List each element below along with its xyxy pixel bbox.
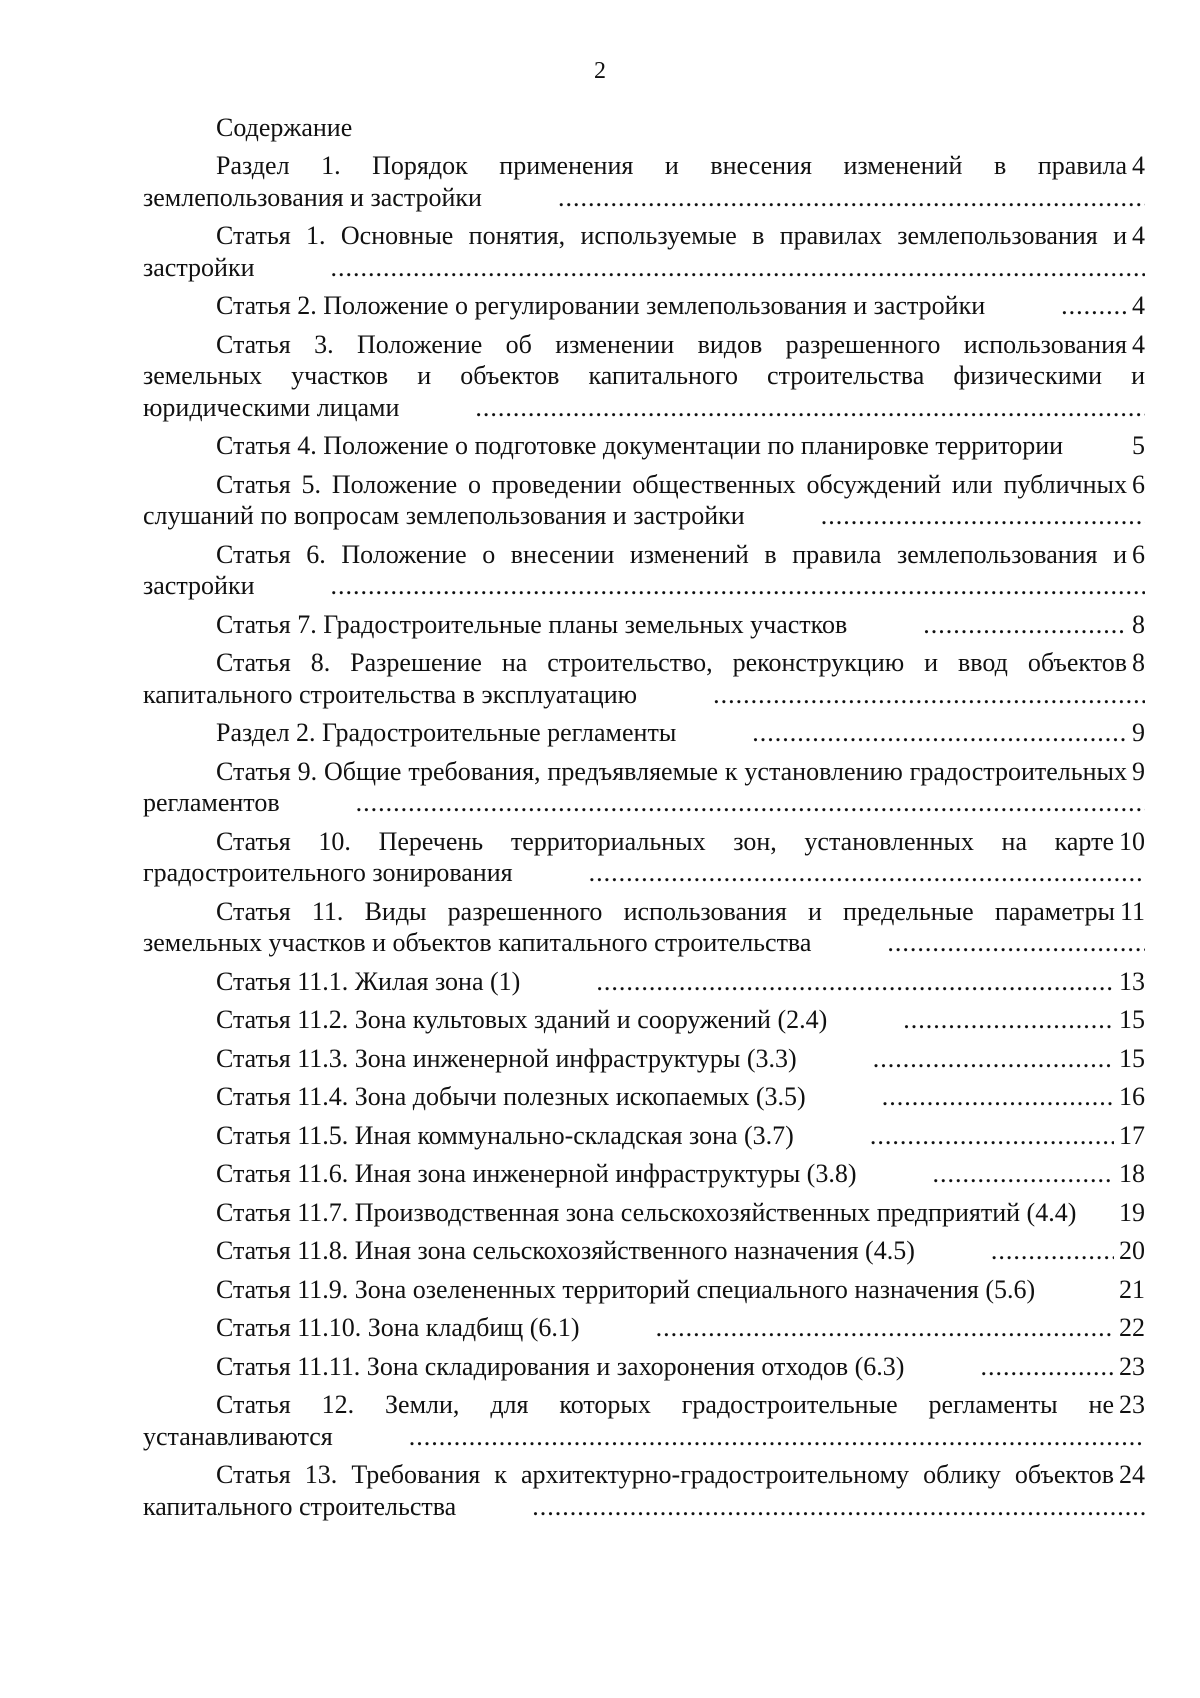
toc-entry[interactable] <box>143 329 1145 424</box>
toc-entry[interactable] <box>143 539 1145 602</box>
toc-entry-text: Статья 9. Общие требования, предъявляемые к установлению градостроительных регламентов ..... <box>143 757 1127 818</box>
toc-entry-page: 23 <box>1114 1389 1145 1421</box>
toc-entry[interactable] <box>143 966 1145 998</box>
toc-entry-text: Статья 11.4. Зона добычи полезных ископаемых (3.5) ..... <box>216 1082 809 1111</box>
toc-entry[interactable] <box>143 1004 1145 1036</box>
toc-entry-page: 8 <box>1127 609 1145 641</box>
toc-entry-page: 19 <box>1114 1197 1145 1229</box>
toc-title: Содержание <box>216 113 353 142</box>
page-number: 2 <box>594 58 606 84</box>
toc-entry-text: Статья 11.9. Зона озелененных территорий специального назначения (5.6) <box>216 1275 1038 1304</box>
toc-entry-page: 21 <box>1119 1274 1145 1304</box>
toc-entry-page: 8 <box>1127 647 1145 679</box>
toc-entry-page: 23 <box>1114 1351 1145 1383</box>
toc-list <box>143 150 1145 1522</box>
toc-entry-page: 22 <box>1114 1312 1145 1344</box>
toc-entry-text: Статья 3. Положение об изменении видов разрешенного использования земельных участков и объектов капитального строительства физическими и юридическими лицами ..... <box>143 330 1145 422</box>
toc-entry[interactable] <box>143 1158 1145 1190</box>
toc-entry[interactable] <box>143 150 1145 213</box>
toc-entry-text: Статья 11.1. Жилая зона (1) ..... <box>216 967 523 996</box>
toc-entry[interactable] <box>143 1197 1145 1229</box>
toc-entry-text: Статья 11.7. Производственная зона сельскохозяйственных предприятий (4.4) ..... <box>216 1198 1079 1227</box>
toc-entry-text: Статья 8. Разрешение на строительство, реконструкцию и ввод объектов капитального строительства в эксплуатацию ..... <box>143 648 1127 709</box>
toc-entry-text: Статья 11.6. Иная зона инженерной инфраструктуры (3.8) ..... <box>216 1159 859 1188</box>
toc-entry-text: Статья 5. Положение о проведении общественных обсуждений или публичных слушаний по вопросам землепользования и застройки ..... <box>143 470 1127 531</box>
toc-entry-page: 15 <box>1114 1043 1145 1075</box>
toc-entry[interactable] <box>143 1389 1145 1452</box>
toc-entry-page: 4 <box>1127 290 1145 322</box>
toc-entry-page: 9 <box>1127 756 1145 788</box>
toc-entry-page: 4 <box>1127 150 1145 182</box>
toc-entry-page: 20 <box>1114 1235 1145 1267</box>
table-of-contents <box>143 112 1145 1529</box>
toc-entry-text: Статья 10. Перечень территориальных зон, установленных на карте градостроительного зонирования ..... <box>143 827 1114 888</box>
toc-entry-page: 4 <box>1127 220 1145 252</box>
toc-entry-text: Статья 2. Положение о регулировании землепользования и застройки ..... <box>216 291 988 320</box>
toc-entry-text: Статья 11.5. Иная коммунально-складская зона (3.7) ..... <box>216 1121 797 1150</box>
toc-entry-text: Статья 7. Градостроительные планы земельных участков ..... <box>216 610 850 639</box>
toc-entry-text: Статья 4. Положение о подготовке документации по планировке территории <box>216 431 1066 460</box>
toc-entry-page: 18 <box>1114 1158 1145 1190</box>
toc-entry-page: 15 <box>1114 1004 1145 1036</box>
toc-entry[interactable] <box>143 1312 1145 1344</box>
toc-entry[interactable] <box>143 1459 1145 1522</box>
toc-entry-page: 6 <box>1127 469 1145 501</box>
toc-entry-page: 11 <box>1115 896 1145 928</box>
toc-entry[interactable] <box>143 1081 1145 1113</box>
toc-entry-page: 4 <box>1127 329 1145 361</box>
toc-entry[interactable] <box>143 1274 1145 1306</box>
toc-entry-page: 13 <box>1114 966 1145 998</box>
toc-entry[interactable] <box>143 1043 1145 1075</box>
toc-entry[interactable] <box>143 220 1145 283</box>
toc-entry-text: Раздел 2. Градостроительные регламенты ..... <box>216 718 679 747</box>
toc-entry-page: 5 <box>1132 431 1145 460</box>
toc-entry[interactable] <box>143 717 1145 749</box>
toc-entry-text: Статья 11. Виды разрешенного использования и предельные параметры земельных участков и объектов капитального строительства ..... <box>143 897 1115 958</box>
toc-entry-page: 9 <box>1127 717 1145 749</box>
toc-entry-text: Статья 11.2. Зона культовых зданий и сооружений (2.4) ..... <box>216 1005 830 1034</box>
toc-entry[interactable] <box>143 756 1145 819</box>
toc-entry[interactable] <box>143 826 1145 889</box>
toc-entry-text: Статья 11.8. Иная зона сельскохозяйственного назначения (4.5) ..... <box>216 1236 918 1265</box>
toc-entry[interactable] <box>143 430 1145 462</box>
toc-entry[interactable] <box>143 647 1145 710</box>
toc-entry-page: 6 <box>1127 539 1145 571</box>
toc-entry-text: Статья 11.11. Зона складирования и захоронения отходов (6.3) ..... <box>216 1352 907 1381</box>
toc-entry-text: Статья 1. Основные понятия, используемые в правилах землепользования и застройки ..... <box>143 221 1127 282</box>
toc-entry-page: 17 <box>1114 1120 1145 1152</box>
toc-entry-text: Статья 11.10. Зона кладбищ (6.1) ..... <box>216 1313 583 1342</box>
toc-entry-text: Статья 12. Земли, для которых градостроительные регламенты не устанавливаются ..... <box>143 1390 1114 1451</box>
toc-entry-page: 24 <box>1114 1459 1145 1491</box>
toc-entry[interactable] <box>143 609 1145 641</box>
toc-entry[interactable] <box>143 1235 1145 1267</box>
toc-entry-page: 10 <box>1114 826 1145 858</box>
toc-entry-page: 16 <box>1114 1081 1145 1113</box>
toc-entry-text: Статья 6. Положение о внесении изменений в правила землепользования и застройки ..... <box>143 540 1127 601</box>
toc-entry[interactable] <box>143 290 1145 322</box>
toc-entry-text: Статья 11.3. Зона инженерной инфраструктуры (3.3) ..... <box>216 1044 800 1073</box>
toc-entry[interactable] <box>143 469 1145 532</box>
toc-entry[interactable] <box>143 896 1145 959</box>
toc-entry[interactable] <box>143 1120 1145 1152</box>
toc-entry[interactable] <box>143 1351 1145 1383</box>
toc-entry-text: Раздел 1. Порядок применения и внесения изменений в правила землепользования и застройки ..... <box>143 151 1127 212</box>
toc-entry-text: Статья 13. Требования к архитектурно-градостроительному облику объектов капитального строительства ..... <box>143 1460 1114 1521</box>
